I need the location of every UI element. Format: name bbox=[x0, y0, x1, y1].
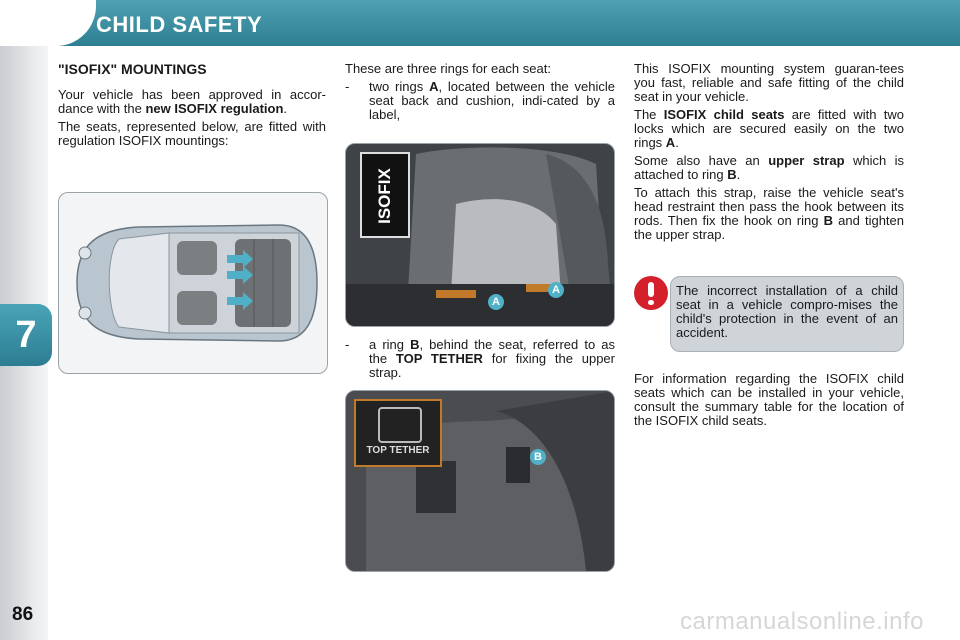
top-tether-label: TOP TETHER bbox=[354, 399, 442, 467]
page-number: 86 bbox=[12, 604, 34, 625]
anchor-icon bbox=[378, 407, 422, 443]
warning-text: The incorrect installation of a child seat in a vehicle compro-mises the child's protection in the event of an accident. bbox=[676, 283, 898, 340]
column-3-lower bbox=[634, 372, 904, 432]
page-title: CHILD SAFETY bbox=[96, 12, 263, 37]
ring-a-marker: A bbox=[488, 294, 504, 310]
column-3 bbox=[634, 62, 904, 246]
car-diagram bbox=[59, 193, 327, 373]
column-2-lower bbox=[345, 338, 615, 380]
paragraph-approval: Your vehicle has been approved in accor-dance with the new ISOFIX regulation. bbox=[58, 87, 326, 116]
paragraph-attach: To attach this strap, raise the vehicle seat's head restraint then pass the hook between its rods. Then fix the hook on ring B and tighten the upper strap. bbox=[634, 185, 904, 242]
paragraph-upper-strap: Some also have an upper strap which is attached to ring B. bbox=[634, 153, 905, 182]
ring-b-marker: B bbox=[530, 449, 546, 465]
list-item-ring-b: - a ring B, behind the seat, referred to as the TOP TETHER for fixing the upper strap. bbox=[345, 337, 615, 380]
warning-icon bbox=[634, 276, 668, 310]
ring-a-marker: A bbox=[548, 282, 564, 298]
list-item-rings-a: - two rings A, located between the vehicle seat back and cushion, indi-cated by a label, bbox=[345, 79, 616, 122]
paragraph-summary-table: For information regarding the ISOFIX child seats which can be installed in your vehicle, consult the summary table for the location of the ISOFIX child seats. bbox=[634, 371, 904, 428]
paragraph-seats: The seats, represented below, are fitted with regulation ISOFIX mountings: bbox=[58, 119, 326, 148]
car-top-view-illustration bbox=[58, 192, 328, 374]
section-title: "ISOFIX" MOUNTINGS bbox=[58, 61, 207, 77]
paragraph-system: This ISOFIX mounting system guaran-tees you fast, reliable and safe fitting of the child seat in your vehicle. bbox=[634, 61, 904, 104]
isofix-label: ISOFIX bbox=[360, 152, 410, 238]
rings-intro: These are three rings for each seat: bbox=[345, 61, 551, 76]
watermark: carmanualsonline.info bbox=[680, 608, 924, 635]
isofix-seat-photo bbox=[345, 143, 615, 327]
column-2 bbox=[345, 62, 615, 122]
chapter-number: 7 bbox=[15, 314, 37, 356]
column-1 bbox=[58, 62, 326, 152]
top-tether-photo bbox=[345, 390, 615, 572]
paragraph-child-seats: The ISOFIX child seats are fitted with two locks which are secured easily on the two rings A. bbox=[634, 107, 904, 150]
